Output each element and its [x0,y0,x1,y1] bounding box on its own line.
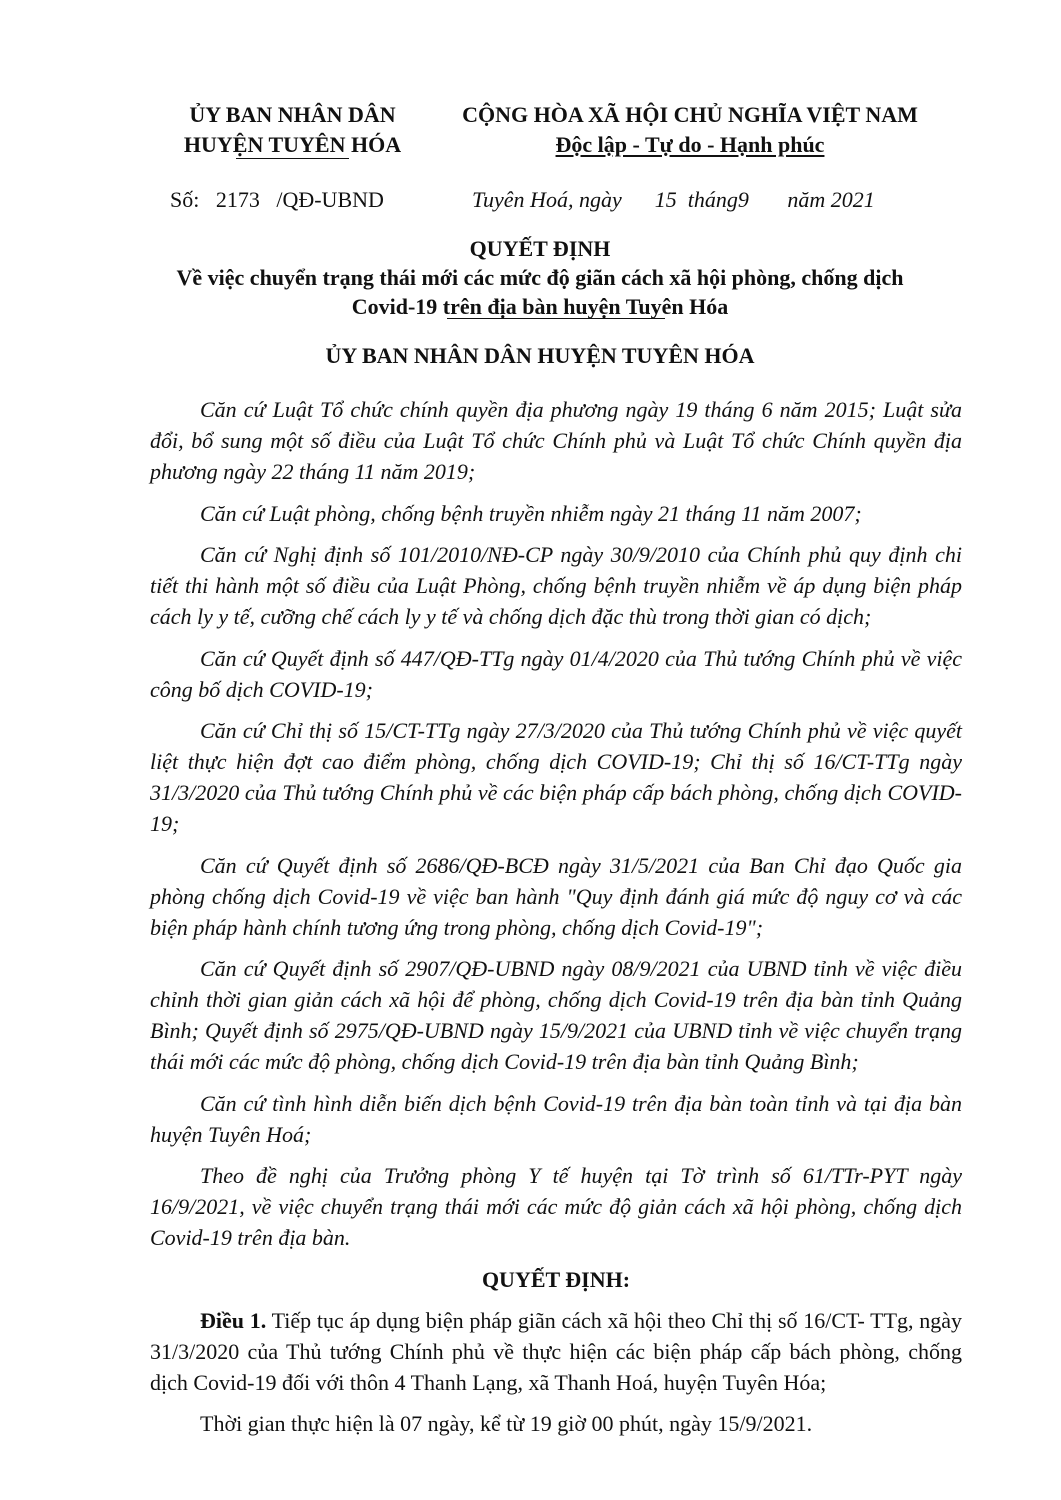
document-title [120,234,960,321]
decision-heading: QUYẾT ĐỊNH: [481,1266,631,1292]
preamble-paragraph: Căn cứ Nghị định số 101/2010/NĐ-CP ngày 30/9/2010 của Chính phủ quy định chi tiết thi hành một số điều của Luật Phòng, chống bệnh truyền nhiễm về áp dụng biện pháp cách ly y tế, cưỡng chế cách ly y tế và chống dịch đặc thù trong thời gian có dịch; [150,542,962,629]
issuing-agency [150,100,435,160]
document-type: QUYẾT ĐỊNH [469,236,611,261]
preamble-paragraph: Căn cứ Quyết định số 447/QĐ-TTg ngày 01/4/2020 của Thủ tướng Chính phủ về việc công bố dịch COVID-19; [150,645,962,702]
preamble-paragraph: Căn cứ Quyết định số 2907/QĐ-UBND ngày 08/9/2021 của UBND tỉnh về việc điều chỉnh thời gian giản cách xã hội để phòng, chống dịch Covid-19 trên địa bàn tỉnh Quảng Bình; Quyết định số 2975/QĐ-UBND ngày 15/9/2021 của UBND tỉnh về việc chuyển trạng thái mới các mức độ phòng, chống dịch Covid-19 trên địa bàn tỉnh Quảng Bình; [150,956,962,1074]
issuing-authority: ỦY BAN NHÂN DÂN HUYỆN TUYÊN HÓA [325,343,755,368]
preamble-paragraph: Căn cứ Luật phòng, chống bệnh truyền nhiễm ngày 21 tháng 11 năm 2007; [200,500,862,526]
article-1 [150,1305,962,1398]
document-body [150,394,962,1450]
title-underline [447,318,665,319]
document-number: Số: 2173 /QĐ-UBND [170,187,384,212]
preamble-paragraph: Theo đề nghị của Trưởng phòng Y tế huyện tại Tờ trình số 61/TTr-PYT ngày 16/9/2021, về việc chuyển trạng thái mới các mức độ giản cách xã hội phòng, chống dịch Covid-19 trên địa bàn. [150,1163,962,1250]
preamble-paragraph: Căn cứ Chỉ thị số 15/CT-TTg ngày 27/3/2020 của Thủ tướng Chính phủ về việc quyết liệt thực hiện đợt cao điểm phòng, chống dịch COVID-19; Chỉ thị số 16/CT-TTg ngày 31/3/2020 của Thủ tướng Chính phủ về các biện pháp cấp bách phòng, chống dịch COVID-19; [150,718,962,836]
agency-line-1: ỦY BAN NHÂN DÂN [189,102,396,127]
place-and-date: Tuyên Hoá, ngày 15 tháng9 năm 2021 [472,187,875,212]
preamble-paragraph: Căn cứ tình hình diễn biến dịch bệnh Covid-19 trên địa bàn toàn tỉnh và tại địa bàn huyện Tuyên Hoá; [150,1090,962,1147]
article-1-text: Tiếp tục áp dụng biện pháp giãn cách xã hội theo Chỉ thị số 16/CT- TTg, ngày 31/3/2020 của Thủ tướng Chính phủ về thực hiện các biện pháp cấp bách phòng, chống dịch Covid-19 đối với thôn 4 Thanh Lạng, xã Thanh Hoá, huyện Tuyên Hóa; [150,1307,963,1395]
article-1-duration: Thời gian thực hiện là 07 ngày, kể từ 19 giờ 00 phút, ngày 15/9/2021. [200,1411,813,1436]
subject-line-1: Về việc chuyển trạng thái mới các mức độ giãn cách xã hội phòng, chống dịch [176,265,904,290]
national-title [440,100,940,160]
preamble-paragraph: Căn cứ Quyết định số 2686/QĐ-BCĐ ngày 31/5/2021 của Ban Chỉ đạo Quốc gia phòng chống dịch Covid-19 về việc ban hành "Quy định đánh giá mức độ nguy cơ và các biện pháp hành chính tương ứng trong phòng, chống dịch Covid-19"; [150,852,962,940]
subject-line-2: Covid-19 trên địa bàn huyện Tuyên Hóa [351,294,729,319]
country-name: CỘNG HÒA XÃ HỘI CHỦ NGHĨA VIỆT NAM [462,102,918,127]
agency-line-2: HUYỆN TUYÊN HÓA [184,130,401,160]
national-motto: Độc lập - Tự do - Hạnh phúc [555,132,825,157]
article-1-label: Điều 1. [200,1307,267,1333]
preamble-paragraph: Căn cứ Luật Tổ chức chính quyền địa phương ngày 19 tháng 6 năm 2015; Luật sửa đổi, bổ sung một số điều của Luật Tổ chức Chính phủ và Luật Tổ chức Chính quyền địa phương ngày 22 tháng 11 năm 2019; [150,397,962,484]
